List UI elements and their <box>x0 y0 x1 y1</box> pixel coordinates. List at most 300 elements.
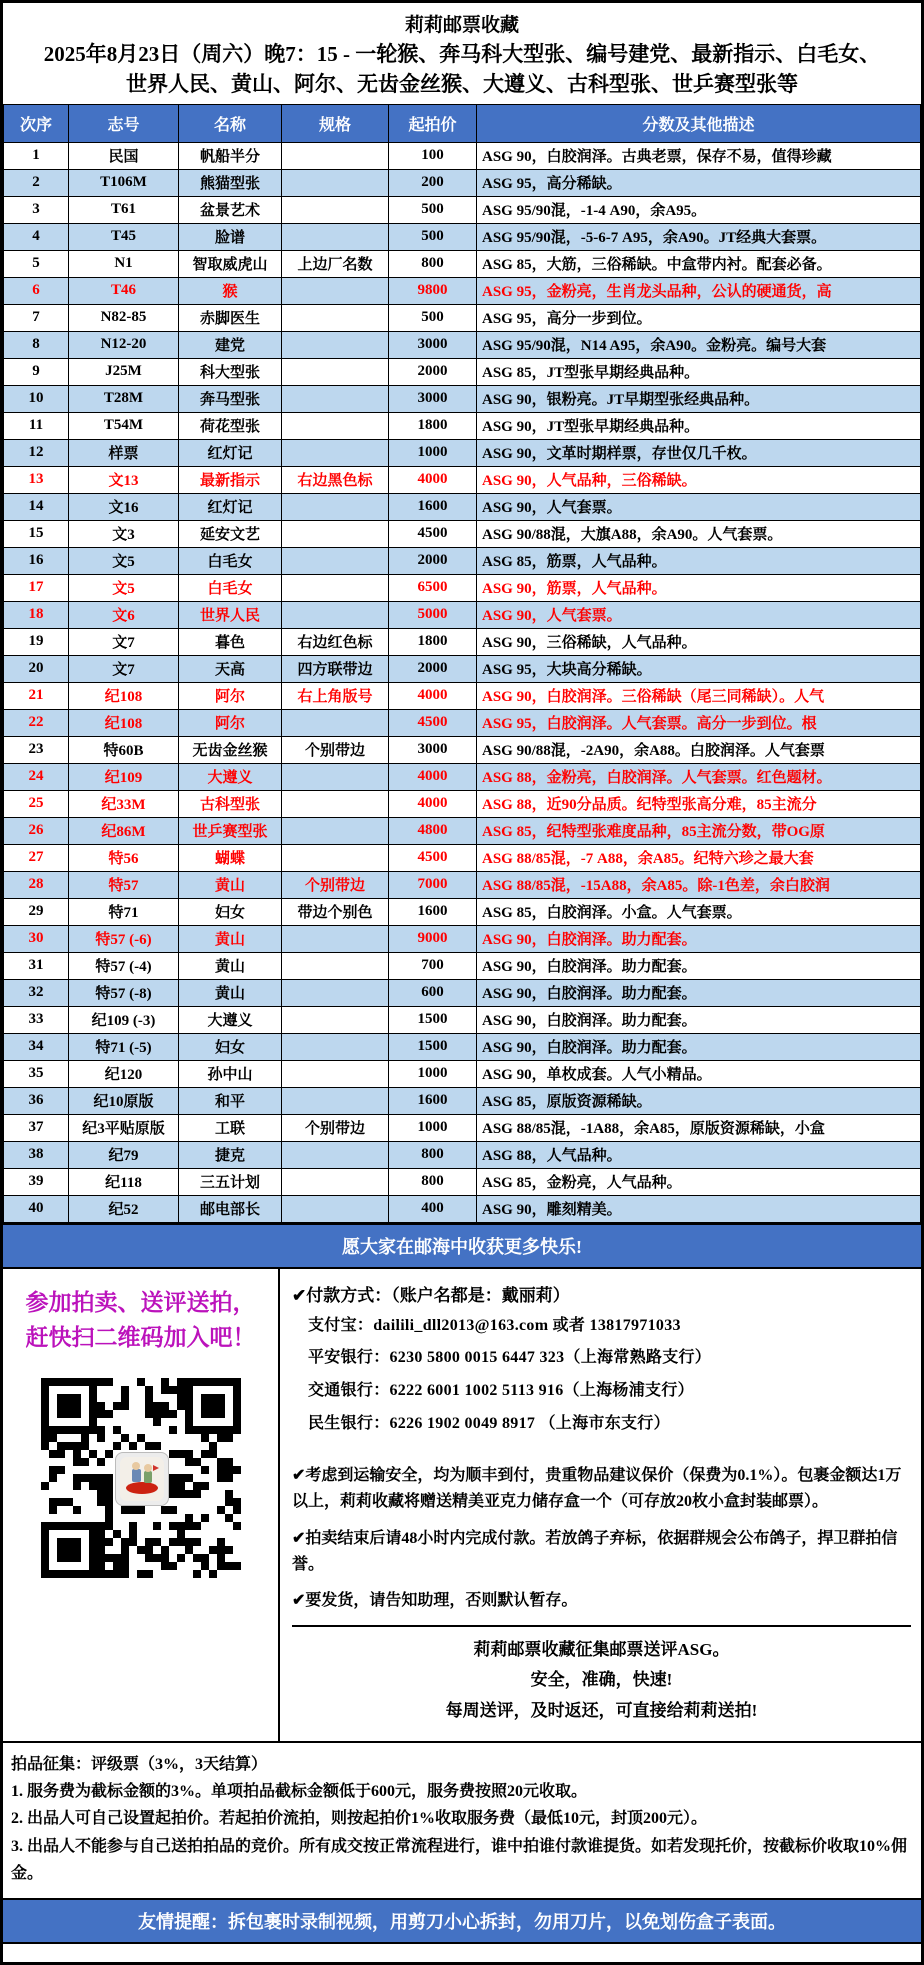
cell-spec: 个别带边 <box>282 871 389 898</box>
cell-catalog: T106M <box>69 169 179 196</box>
cell-spec <box>282 763 389 790</box>
cell-price: 500 <box>389 304 477 331</box>
cell-price: 4000 <box>389 466 477 493</box>
cell-spec <box>282 304 389 331</box>
cell-desc: ASG 85，金粉亮，人气品种。 <box>477 1168 921 1195</box>
table-row <box>4 142 921 169</box>
cell-desc: ASG 90，单枚成套。人气小精品。 <box>477 1060 921 1087</box>
cell-seq: 13 <box>4 466 69 493</box>
cell-price: 1800 <box>389 412 477 439</box>
cell-name: 蝴蝶 <box>179 844 282 871</box>
cell-spec <box>282 493 389 520</box>
table-row <box>4 466 921 493</box>
cell-desc: ASG 85，原版资源稀缺。 <box>477 1087 921 1114</box>
cell-catalog: 纪86M <box>69 817 179 844</box>
cell-name: 无齿金丝猴 <box>179 736 282 763</box>
table-header-row <box>4 104 921 142</box>
cell-catalog: 特57 (-6) <box>69 925 179 952</box>
cell-seq: 40 <box>4 1195 69 1222</box>
cell-catalog: 纪120 <box>69 1060 179 1087</box>
cell-price: 3000 <box>389 385 477 412</box>
cell-seq: 17 <box>4 574 69 601</box>
cell-name: 红灯记 <box>179 439 282 466</box>
cell-catalog: 特60B <box>69 736 179 763</box>
table-row <box>4 952 921 979</box>
table-row <box>4 412 921 439</box>
cell-price: 600 <box>389 979 477 1006</box>
table-row <box>4 628 921 655</box>
cell-seq: 12 <box>4 439 69 466</box>
cell-desc: ASG 95，高分稀缺。 <box>477 169 921 196</box>
table-row <box>4 1195 921 1222</box>
cell-name: 最新指示 <box>179 466 282 493</box>
reminder-banner: 友情提醒：拆包裹时录制视频，用剪刀小心拆封，勿用刀片，以免划伤盒子表面。 <box>3 1898 921 1944</box>
cell-catalog: 特71 (-5) <box>69 1033 179 1060</box>
cell-spec <box>282 952 389 979</box>
cell-spec: 右边红色标 <box>282 628 389 655</box>
cell-desc: ASG 90/88混，大旗A88，余A90。人气套票。 <box>477 520 921 547</box>
cell-spec <box>282 979 389 1006</box>
column-header-catalog: 志号 <box>69 104 179 142</box>
cell-catalog: 纪10原版 <box>69 1087 179 1114</box>
cell-seq: 10 <box>4 385 69 412</box>
table-row <box>4 439 921 466</box>
cell-seq: 21 <box>4 682 69 709</box>
cell-desc: ASG 85，JT型张早期经典品种。 <box>477 358 921 385</box>
payment-line: 平安银行：6230 5800 0015 6447 323（上海常熟路支行） <box>308 1349 712 1367</box>
cell-name: 妇女 <box>179 1033 282 1060</box>
cell-seq: 36 <box>4 1087 69 1114</box>
cell-seq: 5 <box>4 250 69 277</box>
cell-desc: ASG 88/85混，-1A88，余A85，原版资源稀缺，小盒 <box>477 1114 921 1141</box>
cell-seq: 34 <box>4 1033 69 1060</box>
table-row <box>4 709 921 736</box>
cell-spec <box>282 1195 389 1222</box>
cell-desc: ASG 90，白胶润泽。助力配套。 <box>477 1006 921 1033</box>
cell-seq: 9 <box>4 358 69 385</box>
cell-seq: 33 <box>4 1006 69 1033</box>
cell-seq: 32 <box>4 979 69 1006</box>
table-row <box>4 1006 921 1033</box>
column-header-spec: 规格 <box>282 104 389 142</box>
cell-seq: 20 <box>4 655 69 682</box>
cell-spec <box>282 196 389 223</box>
cell-spec: 右上角版号 <box>282 682 389 709</box>
cell-name: 红灯记 <box>179 493 282 520</box>
table-row <box>4 331 921 358</box>
cell-name: 白毛女 <box>179 574 282 601</box>
cell-spec <box>282 1006 389 1033</box>
cell-seq: 6 <box>4 277 69 304</box>
table-row <box>4 169 921 196</box>
cell-name: 智取威虎山 <box>179 250 282 277</box>
cell-name: 邮电部长 <box>179 1195 282 1222</box>
cell-catalog: 特71 <box>69 898 179 925</box>
info-section <box>3 1269 921 1743</box>
asg-promo-line: 安全，准确，快速! <box>530 1670 673 1690</box>
cell-name: 妇女 <box>179 898 282 925</box>
cell-price: 4000 <box>389 763 477 790</box>
table-row <box>4 196 921 223</box>
cell-name: 黄山 <box>179 952 282 979</box>
cell-name: 黄山 <box>179 979 282 1006</box>
cell-catalog: 纪52 <box>69 1195 179 1222</box>
cell-price: 3000 <box>389 331 477 358</box>
cell-seq: 31 <box>4 952 69 979</box>
cell-price: 4500 <box>389 709 477 736</box>
cell-catalog: 文7 <box>69 628 179 655</box>
solicitation-notes <box>3 1743 921 1898</box>
cell-spec <box>282 1168 389 1195</box>
cell-desc: ASG 95，白胶润泽。人气套票。高分一步到位。根 <box>477 709 921 736</box>
cell-seq: 8 <box>4 331 69 358</box>
cell-desc: ASG 85，筋票，人气品种。 <box>477 547 921 574</box>
column-header-price: 起拍价 <box>389 104 477 142</box>
cell-catalog: N82-85 <box>69 304 179 331</box>
cell-spec <box>282 1033 389 1060</box>
cell-catalog: 纪108 <box>69 682 179 709</box>
cell-seq: 39 <box>4 1168 69 1195</box>
cell-catalog: N12-20 <box>69 331 179 358</box>
page-title: 莉莉邮票收藏 <box>404 15 519 36</box>
cell-spec <box>282 925 389 952</box>
table-row <box>4 1141 921 1168</box>
cell-desc: ASG 95/90混，-5-6-7 A95，余A90。JT经典大套票。 <box>477 223 921 250</box>
cell-seq: 24 <box>4 763 69 790</box>
cell-desc: ASG 90，雕刻精美。 <box>477 1195 921 1222</box>
cell-spec <box>282 1141 389 1168</box>
cell-price: 4000 <box>389 790 477 817</box>
cell-catalog: T46 <box>69 277 179 304</box>
table-row <box>4 844 921 871</box>
cell-catalog: T45 <box>69 223 179 250</box>
cell-desc: ASG 88/85混，-15A88，余A85。除-1色差，余白胶润 <box>477 871 921 898</box>
payment-lines <box>292 1310 911 1441</box>
table-row <box>4 250 921 277</box>
table-row <box>4 520 921 547</box>
asg-promo-line: 莉莉邮票收藏征集邮票送评ASG。 <box>473 1639 730 1659</box>
cell-spec <box>282 412 389 439</box>
auction-notes <box>292 1463 911 1615</box>
cell-spec <box>282 601 389 628</box>
cell-name: 盆景艺术 <box>179 196 282 223</box>
cell-price: 800 <box>389 1141 477 1168</box>
qr-code <box>41 1378 241 1578</box>
cell-catalog: 纪33M <box>69 790 179 817</box>
cell-catalog: 特57 <box>69 871 179 898</box>
cell-catalog: 纪79 <box>69 1141 179 1168</box>
cell-price: 500 <box>389 196 477 223</box>
cell-name: 脸谱 <box>179 223 282 250</box>
cell-spec <box>282 547 389 574</box>
auction-date-line: 2025年8月23日（周六）晚7：15 - 一轮猴、奔马科大型张、编号建党、最新指示、白毛女、 <box>43 42 881 66</box>
table-row <box>4 277 921 304</box>
cell-desc: ASG 90，白胶润泽。助力配套。 <box>477 952 921 979</box>
cell-price: 5000 <box>389 601 477 628</box>
cell-catalog: 样票 <box>69 439 179 466</box>
cell-name: 古科型张 <box>179 790 282 817</box>
cell-spec <box>282 520 389 547</box>
payment-line: 支付宝：dailili_dll2013@163.com 或者 13817971033 <box>308 1316 681 1334</box>
cell-desc: ASG 90，白胶润泽。古典老票，保存不易，值得珍藏 <box>477 142 921 169</box>
payment-heading: ✔付款方式：（账户名都是：戴丽莉） <box>292 1285 570 1305</box>
cell-price: 800 <box>389 250 477 277</box>
table-row <box>4 763 921 790</box>
cell-name: 和平 <box>179 1087 282 1114</box>
asg-promo-block <box>292 1625 911 1731</box>
cell-desc: ASG 90/88混，-2A90，余A88。白胶润泽。人气套票 <box>477 736 921 763</box>
cell-desc: ASG 88，人气品种。 <box>477 1141 921 1168</box>
cell-desc: ASG 85，大筋，三俗稀缺。中盒带内衬。配套必备。 <box>477 250 921 277</box>
cell-catalog: 特57 (-4) <box>69 952 179 979</box>
cell-name: 黄山 <box>179 871 282 898</box>
table-row <box>4 817 921 844</box>
cell-seq: 28 <box>4 871 69 898</box>
cell-name: 阿尔 <box>179 709 282 736</box>
cell-price: 2000 <box>389 547 477 574</box>
cell-spec: 右边黑色标 <box>282 466 389 493</box>
payment-line: 交通银行：6222 6001 1002 5113 916（上海杨浦支行） <box>308 1382 694 1400</box>
cell-seq: 15 <box>4 520 69 547</box>
column-header-desc: 分数及其他描述 <box>477 104 921 142</box>
cell-seq: 38 <box>4 1141 69 1168</box>
table-row <box>4 1060 921 1087</box>
cell-price: 1000 <box>389 1060 477 1087</box>
join-promo-panel <box>3 1269 280 1741</box>
payment-line: 民生银行：6226 1902 0049 8917 （上海市东支行） <box>308 1415 670 1433</box>
cell-seq: 27 <box>4 844 69 871</box>
cell-desc: ASG 90，人气套票。 <box>477 493 921 520</box>
cell-price: 4500 <box>389 520 477 547</box>
cell-catalog: 文16 <box>69 493 179 520</box>
qr-center-logo-icon <box>115 1452 169 1506</box>
cell-name: 暮色 <box>179 628 282 655</box>
cell-desc: ASG 95/90混，N14 A95，余A90。金粉亮。编号大套 <box>477 331 921 358</box>
cell-desc: ASG 95/90混，-1-4 A90，余A95。 <box>477 196 921 223</box>
cell-spec <box>282 574 389 601</box>
table-row <box>4 547 921 574</box>
cell-spec: 四方联带边 <box>282 655 389 682</box>
table-row <box>4 1033 921 1060</box>
table-row <box>4 1087 921 1114</box>
cell-seq: 1 <box>4 142 69 169</box>
cell-desc: ASG 90，白胶润泽。三俗稀缺（尾三同稀缺）。人气 <box>477 682 921 709</box>
cell-catalog: T28M <box>69 385 179 412</box>
cell-price: 100 <box>389 142 477 169</box>
solicitation-item: 3. 出品人不能参与自己送拍拍品的竞价。所有成交按正常流程进行，谁中拍谁付款谁提货。如若发现托价，按截标价收取10%佣金。 <box>11 1837 908 1883</box>
table-row <box>4 1168 921 1195</box>
cell-desc: ASG 90，人气品种，三俗稀缺。 <box>477 466 921 493</box>
table-row <box>4 736 921 763</box>
table-row <box>4 1114 921 1141</box>
cell-name: 阿尔 <box>179 682 282 709</box>
cell-price: 4000 <box>389 682 477 709</box>
payment-panel <box>280 1269 921 1741</box>
cell-catalog: 文5 <box>69 547 179 574</box>
cell-spec: 个别带边 <box>282 736 389 763</box>
cell-spec <box>282 331 389 358</box>
cell-spec <box>282 439 389 466</box>
table-row <box>4 979 921 1006</box>
table-row <box>4 871 921 898</box>
cell-catalog: 民国 <box>69 142 179 169</box>
cell-catalog: 特56 <box>69 844 179 871</box>
cell-seq: 14 <box>4 493 69 520</box>
cell-catalog: T54M <box>69 412 179 439</box>
cell-price: 700 <box>389 952 477 979</box>
promo-text-line: 赶快扫二维码加入吧！ <box>25 1325 256 1351</box>
note-paragraph: ✔要发货，请告知助理，否则默认暂存。 <box>292 1592 578 1610</box>
cell-seq: 22 <box>4 709 69 736</box>
cell-price: 1800 <box>389 628 477 655</box>
cell-name: 白毛女 <box>179 547 282 574</box>
cell-name: 建党 <box>179 331 282 358</box>
table-row <box>4 223 921 250</box>
cell-desc: ASG 95，金粉亮，生肖龙头品种，公认的硬通货，高 <box>477 277 921 304</box>
cell-catalog: 纪109 <box>69 763 179 790</box>
cell-spec <box>282 790 389 817</box>
cell-name: 帆船半分 <box>179 142 282 169</box>
cell-spec <box>282 1087 389 1114</box>
solicitation-items <box>11 1778 913 1888</box>
cell-spec <box>282 385 389 412</box>
cell-price: 1000 <box>389 1114 477 1141</box>
cell-seq: 37 <box>4 1114 69 1141</box>
cell-price: 1500 <box>389 1006 477 1033</box>
cell-price: 2000 <box>389 358 477 385</box>
cell-desc: ASG 90，人气套票。 <box>477 601 921 628</box>
cell-seq: 11 <box>4 412 69 439</box>
cell-catalog: 文5 <box>69 574 179 601</box>
table-row <box>4 655 921 682</box>
cell-price: 1600 <box>389 493 477 520</box>
cell-name: 大遵义 <box>179 1006 282 1033</box>
cell-desc: ASG 90，白胶润泽。助力配套。 <box>477 1033 921 1060</box>
cell-name: 熊猫型张 <box>179 169 282 196</box>
cell-desc: ASG 90，筋票，人气品种。 <box>477 574 921 601</box>
cell-name: 荷花型张 <box>179 412 282 439</box>
cell-catalog: 文6 <box>69 601 179 628</box>
cell-name: 延安文艺 <box>179 520 282 547</box>
table-row <box>4 385 921 412</box>
cell-catalog: T61 <box>69 196 179 223</box>
cell-catalog: 文13 <box>69 466 179 493</box>
cell-catalog: 纪118 <box>69 1168 179 1195</box>
auction-table <box>3 104 921 1223</box>
cell-catalog: 特57 (-8) <box>69 979 179 1006</box>
cell-seq: 7 <box>4 304 69 331</box>
solicitation-item: 2. 出品人可自己设置起拍价。若起拍价流拍，则按起拍价1%收取服务费（最低10元，封顶200元）。 <box>11 1810 708 1828</box>
cell-catalog: 纪109 (-3) <box>69 1006 179 1033</box>
cell-seq: 18 <box>4 601 69 628</box>
cell-seq: 35 <box>4 1060 69 1087</box>
table-row <box>4 358 921 385</box>
cell-seq: 30 <box>4 925 69 952</box>
promo-text-line: 参加拍卖、送评送拍， <box>25 1289 256 1315</box>
cell-name: 黄山 <box>179 925 282 952</box>
table-row <box>4 574 921 601</box>
cell-catalog: N1 <box>69 250 179 277</box>
column-header-name: 名称 <box>179 104 282 142</box>
table-row <box>4 898 921 925</box>
cell-price: 2000 <box>389 655 477 682</box>
cell-name: 奔马型张 <box>179 385 282 412</box>
asg-promo-line: 每周送评，及时返还，可直接给莉莉送拍! <box>445 1701 758 1721</box>
cell-catalog: 纪108 <box>69 709 179 736</box>
cell-spec <box>282 1060 389 1087</box>
cell-name: 孙中山 <box>179 1060 282 1087</box>
cell-seq: 29 <box>4 898 69 925</box>
cell-price: 4800 <box>389 817 477 844</box>
cell-price: 1500 <box>389 1033 477 1060</box>
cell-name: 赤脚医生 <box>179 304 282 331</box>
cell-desc: ASG 90，JT型张早期经典品种。 <box>477 412 921 439</box>
cell-price: 4500 <box>389 844 477 871</box>
cell-name: 工联 <box>179 1114 282 1141</box>
solicitation-item: 1. 服务费为截标金额的3%。单项拍品截标金额低于600元，服务费按照20元收取。 <box>11 1782 588 1800</box>
cell-seq: 26 <box>4 817 69 844</box>
cell-name: 猴 <box>179 277 282 304</box>
table-row <box>4 304 921 331</box>
cell-spec <box>282 844 389 871</box>
cell-spec <box>282 277 389 304</box>
cell-price: 800 <box>389 1168 477 1195</box>
cell-spec <box>282 169 389 196</box>
cell-price: 3000 <box>389 736 477 763</box>
cell-spec: 个别带边 <box>282 1114 389 1141</box>
cell-catalog: J25M <box>69 358 179 385</box>
cell-spec: 带边个别色 <box>282 898 389 925</box>
cell-spec <box>282 223 389 250</box>
cell-catalog: 纪3平贴原版 <box>69 1114 179 1141</box>
cell-seq: 4 <box>4 223 69 250</box>
cell-price: 9800 <box>389 277 477 304</box>
table-row <box>4 601 921 628</box>
cell-name: 科大型张 <box>179 358 282 385</box>
cell-price: 7000 <box>389 871 477 898</box>
cell-desc: ASG 88，近90分品质。纪特型张高分难，85主流分 <box>477 790 921 817</box>
cell-spec: 上边厂名数 <box>282 250 389 277</box>
cell-price: 500 <box>389 223 477 250</box>
note-paragraph: ✔拍卖结束后请48小时内完成付款。若放鸽子弃标，依据群规会公布鸽子，捍卫群拍信誉。 <box>292 1529 898 1574</box>
cell-price: 1600 <box>389 1087 477 1114</box>
auction-table-body <box>4 142 921 1222</box>
cell-price: 1000 <box>389 439 477 466</box>
cell-catalog: 文7 <box>69 655 179 682</box>
cell-desc: ASG 85，白胶润泽。小盒。人气套票。 <box>477 898 921 925</box>
cell-name: 世乒赛型张 <box>179 817 282 844</box>
cell-price: 400 <box>389 1195 477 1222</box>
cell-desc: ASG 90，白胶润泽。助力配套。 <box>477 925 921 952</box>
cell-seq: 2 <box>4 169 69 196</box>
table-row <box>4 925 921 952</box>
cell-spec <box>282 358 389 385</box>
bottom-margin <box>3 1944 921 1962</box>
cell-name: 大遵义 <box>179 763 282 790</box>
table-row <box>4 493 921 520</box>
cell-price: 1600 <box>389 898 477 925</box>
note-paragraph: ✔考虑到运输安全，均为顺丰到付，贵重物品建议保价（保费为0.1%）。包裹金额达1万以上，莉莉收藏将赠送精美亚克力储存盒一个（可存放20枚小盒封装邮票）。 <box>292 1466 902 1511</box>
solicitation-title: 拍品征集：评级票（3%，3天结算） <box>11 1755 268 1773</box>
cell-seq: 16 <box>4 547 69 574</box>
cell-name: 天高 <box>179 655 282 682</box>
cell-seq: 19 <box>4 628 69 655</box>
cell-seq: 3 <box>4 196 69 223</box>
table-row <box>4 790 921 817</box>
cell-name: 捷克 <box>179 1141 282 1168</box>
table-row <box>4 682 921 709</box>
cell-seq: 25 <box>4 790 69 817</box>
